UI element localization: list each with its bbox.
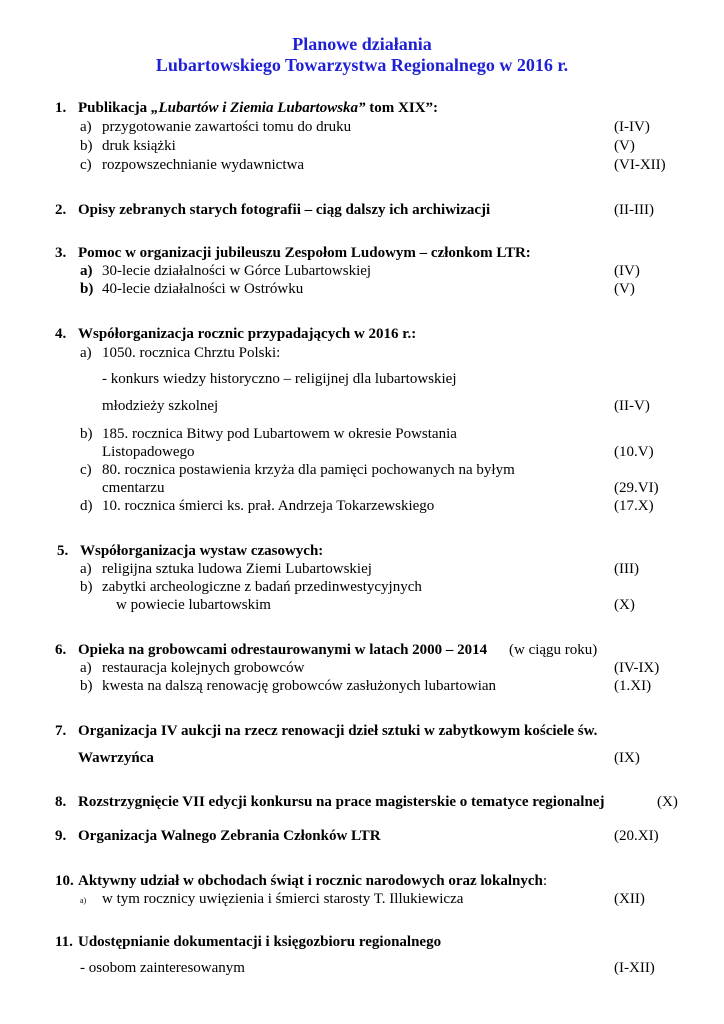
item-3-heading: Pomoc w organizacji jubileuszu Zespołom Ludowym – członkom LTR: [78,245,531,261]
item-5a-mark: a) [80,561,92,577]
item-4c-text-2: cmentarzu [102,480,165,496]
item-10a-text: w tym rocznicy uwięzienia i śmierci starosty T. Illukiewicza [102,891,464,907]
item-1b-mark: b) [80,138,93,154]
item-4a-mark: a) [80,345,92,361]
title-line-1: Planowe działania [292,34,432,54]
item-11-sub-text: - osobom zainteresowanym [80,960,245,976]
item-7-date: (IX) [614,750,640,766]
item-5b-date: (X) [614,597,635,613]
item-4b-mark: b) [80,426,93,442]
item-6-number: 6. [55,642,67,658]
item-10a-date: (XII) [614,891,645,907]
item-5-number: 5. [57,543,69,559]
item-2-date: (II-III) [614,202,654,218]
item-6-heading: Opieka na grobowcami odrestaurowanymi w latach 2000 – 2014 [78,642,488,658]
item-3b-text: 40-lecie działalności w Ostrówku [102,281,304,297]
item-5-heading: Współorganizacja wystaw czasowych: [80,543,324,559]
item-3-number: 3. [55,245,67,261]
item-6b-text: kwesta na dalszą renowację grobowców zasłużonych lubartowian [102,678,497,694]
item-10-heading-colon: : [542,873,548,889]
item-5b-mark: b) [80,579,93,595]
item-6a-text: restauracja kolejnych grobowców [102,660,305,676]
item-2-number: 2. [55,202,67,218]
item-11-heading: Udostępnianie dokumentacji i księgozbioru regionalnego [78,934,442,950]
item-10-number: 10. [55,873,74,889]
item-4a-date: (II-V) [614,398,650,414]
item-4-heading: Współorganizacja rocznic przypadających w 2016 r.: [78,326,417,342]
item-7-heading-2: Wawrzyńca [78,750,154,766]
item-9-heading: Organizacja Walnego Zebrania Członków LTR [78,828,381,844]
item-11-date: (I-XII) [614,960,655,976]
item-5b-text-1: zabytki archeologiczne z badań przedinwestycyjnych [102,579,422,595]
item-1-number: 1. [55,100,67,116]
item-1b-text: druk książki [102,138,176,154]
item-9-date: (20.XI) [614,828,659,844]
item-1a-text: przygotowanie zawartości tomu do druku [102,119,352,135]
item-4c-mark: c) [80,462,92,478]
item-6-note: (w ciągu roku) [509,642,598,658]
item-4-number: 4. [55,326,67,342]
item-6a-mark: a) [80,660,92,676]
item-8-date: (X) [657,794,678,810]
item-4c-date: (29.VI) [614,480,659,496]
item-5a-text: religijna sztuka ludowa Ziemi Lubartowskiej [102,561,372,577]
item-10a-mark: a) [80,896,87,905]
item-11-number: 11. [55,934,73,950]
item-6b-mark: b) [80,678,93,694]
item-3a-text: 30-lecie działalności w Górce Lubartowskiej [102,263,372,279]
item-3a-date: (IV) [614,263,640,279]
item-4c-text-1: 80. rocznica postawienia krzyża dla pamięci pochowanych na byłym [102,462,515,478]
item-3a-mark: a) [80,263,93,279]
item-1-heading [78,99,438,117]
item-1c-date: (VI-XII) [614,157,666,173]
item-4b-text-2: Listopadowego [102,444,195,460]
item-8-number: 8. [55,794,67,810]
item-1c-mark: c) [80,157,92,173]
item-1-heading-pre: Publikacja [78,100,151,116]
title-line-2: Lubartowskiego Towarzystwa Regionalnego w 2016 r. [155,55,569,75]
item-10-heading-text: Aktywny udział w obchodach świąt i rocznic narodowych oraz lokalnych [78,873,543,889]
item-1b-date: (V) [614,138,635,154]
item-1-heading-post: tom XIX”: [365,100,439,116]
item-6b-date: (1.XI) [614,678,652,694]
item-4a-text: 1050. rocznica Chrztu Polski: [102,345,281,361]
item-5b-text-2: w powiecie lubartowskim [116,597,271,613]
item-1c-text: rozpowszechnianie wydawnictwa [102,157,305,173]
item-5a-date: (III) [614,561,639,577]
item-4d-text: 10. rocznica śmierci ks. prał. Andrzeja Tokarzewskiego [102,498,435,514]
item-4d-date: (17.X) [614,498,654,514]
item-4d-mark: d) [80,498,93,514]
item-1-heading-title: „Lubartów i Ziemia Lubartowska” [150,100,366,116]
item-7-number: 7. [55,723,67,739]
item-8-heading: Rozstrzygnięcie VII edycji konkursu na prace magisterskie o tematyce regionalnej [78,794,605,810]
item-1a-date: (I-IV) [614,119,650,135]
item-4b-text-1: 185. rocznica Bitwy pod Lubartowem w okresie Powstania [102,426,457,442]
item-6a-date: (IV-IX) [614,660,660,676]
item-4a-detail-2: młodzieży szkolnej [102,398,219,414]
item-4b-date: (10.V) [614,444,654,460]
item-9-number: 9. [55,828,67,844]
item-10-heading [78,872,547,890]
item-7-heading-1: Organizacja IV aukcji na rzecz renowacji dzieł sztuki w zabytkowym kościele św. [78,723,598,739]
item-3b-mark: b) [80,281,94,297]
item-1a-mark: a) [80,119,92,135]
item-2-heading: Opisy zebranych starych fotografii – ciąg dalszy ich archiwizacji [78,202,491,218]
item-4a-detail-1: - konkurs wiedzy historyczno – religijnej dla lubartowskiej [102,371,457,387]
item-3b-date: (V) [614,281,635,297]
